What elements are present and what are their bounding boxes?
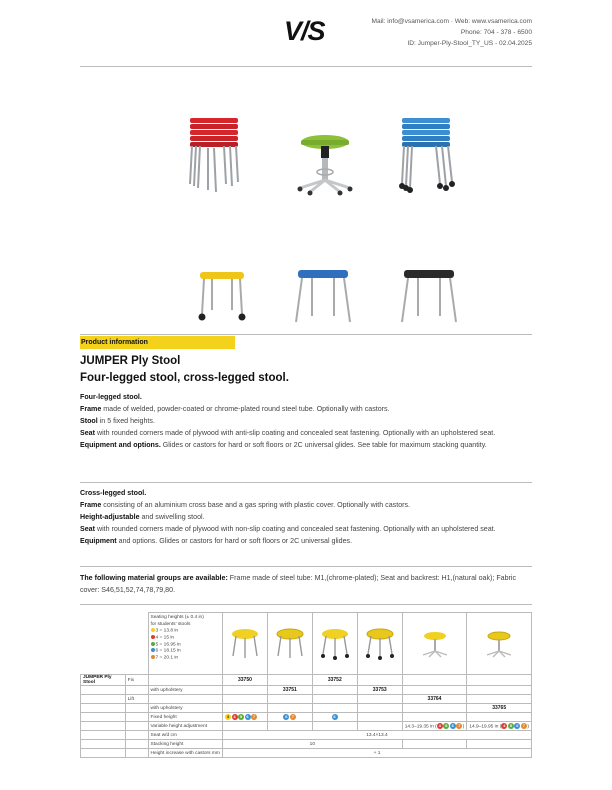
images-divider [80,334,532,335]
table-row [81,704,532,713]
green-swivel-stool-image [298,135,353,196]
seat-text: with rounded corners made of plywood with anti-slip coating and concealed seat fastening. Optionally with an upholstered seat. [94,429,496,437]
equipment-text: Glides or castors for hard or soft floors or 2C universal glides. See table for maximum stacking quantity. [160,441,487,449]
contact-line-phone: Phone: 704 - 378 - 6500 [460,29,532,36]
table-row [81,675,532,686]
table-row [81,749,532,758]
code-33751: 33751 [267,686,312,695]
seat-wd-value: 13.4×13.4 [223,731,532,740]
stool-thumb-33753 [357,613,402,675]
seat-label: Seat [80,429,95,437]
frame-label: Frame [80,405,102,413]
code-33764: 33764 [402,695,467,704]
height-increase-label: Height increase with castors mm [148,749,222,758]
table-header-row [81,613,532,675]
product-name-cell: JUMPER Ply Stool [81,675,126,686]
four-legged-section [80,391,532,451]
code-33765: 33765 [467,704,532,713]
materials-label: The following material groups are available: [80,574,228,582]
header-divider [80,66,532,67]
stool-thumb-33764 [402,613,467,675]
height-adjustable-label: Height-adjustable [80,513,140,521]
cross-equipment-text: and options. Glides or castors for hard or soft floors or 2C universal glides. [116,537,353,545]
fixed-height-dots-33751: 6 7 [267,713,312,722]
code-33752: 33752 [312,675,357,686]
fixed-height-dots-33752: 6 [312,713,357,722]
legend-title-1: Seating heights (± 0.4 in) [150,615,204,620]
section-divider-3 [80,604,532,605]
legend-item: 5 = 16.95 in [151,642,220,649]
yellow-stool-castors-image [199,272,246,321]
row-with-upholstery-label: with upholstery [148,686,222,695]
contact-block [372,16,532,49]
height-adjustable-text: and swivelling stool. [139,513,205,521]
seating-height-legend [148,613,222,675]
stool-thumb-33765 [467,613,532,675]
black-four-legged-stool-image [402,270,456,322]
product-images [150,100,480,330]
section-divider-2 [80,566,532,567]
height-increase-value: + 1 [223,749,532,758]
red-stacked-stools-image [190,118,238,192]
yellow-stool-upholstery-castors-icon [362,626,398,660]
table-row [81,731,532,740]
contact-line-id: ID: Jumper-Ply-Stool_TY_US - 02.04.2025 [407,40,532,47]
four-legged-heading: Four-legged stool. [80,393,142,401]
equipment-label: Equipment and options. [80,441,161,449]
stacking-height-label: Stacking height [148,740,222,749]
cross-frame-label: Frame [80,501,102,509]
stacking-height-value: 10 [223,740,403,749]
stool-label: Stool [80,417,98,425]
product-title: JUMPER Ply Stool [80,355,181,367]
variable-height-33765: 14.9–19.95 in ( 4 5 6 7 ) [467,722,532,731]
fixed-height-label: Fixed height [148,713,222,722]
yellow-stool-icon [227,626,263,660]
cross-frame-text: consisting of an aluminium cross base and a gas spring with plastic cover. Optionally with castors. [101,501,411,509]
seat-wd-label: Seat w/d cm [148,731,222,740]
fixed-height-dots-33750: 3 4 5 6 7 [223,713,268,722]
yellow-swivel-stool-upholstery-icon [481,626,517,660]
stool-thumb-33750 [223,613,268,675]
contact-line-mail-web: Mail: info@vsamerica.com · Web: www.vsamerica.com [371,18,532,25]
table-row [81,740,532,749]
stool-thumb-33752 [312,613,357,675]
cross-legged-section [80,487,532,547]
code-33753: 33753 [357,686,402,695]
code-33750: 33750 [223,675,268,686]
table-row [81,686,532,695]
table-row [81,695,532,704]
vs-logo: V/S [284,16,325,46]
cross-seat-text: with rounded corners made of plywood with non-slip coating and concealed seat fastening. Optionally with an upholstered seat. [94,525,496,533]
table-row [81,713,532,722]
yellow-swivel-stool-icon [417,626,453,660]
stool-text: in 5 fixed heights. [97,417,155,425]
section-divider-1 [80,482,532,483]
stool-thumb-33751 [267,613,312,675]
legend-title-2: for students' stools [150,621,191,627]
legend-item: 7 = 20.1 in [151,655,220,662]
product-variants-table [80,612,532,758]
product-subtitle: Four-legged stool, cross-legged stool. [80,372,289,384]
legend-item: 4 = 15 in [151,635,220,642]
legend-item: 3 = 13.8 in [151,628,220,635]
blue-stacked-stools-image [399,118,455,193]
cross-equipment-label: Equipment [80,537,117,545]
row-lift-label: Lift [125,695,148,704]
legend-item: 6 = 18.15 in [151,648,220,655]
frame-text: made of welded, powder-coated or chrome-plated round steel tube. Optionally with castors. [101,405,390,413]
blue-four-legged-stool-image [296,270,350,322]
cross-legged-heading: Cross-legged stool. [80,489,147,497]
row-fix-label: Fix [125,675,148,686]
row-with-upholstery2-label: with upholstery [148,704,222,713]
yellow-stool-upholstery-icon [272,626,308,660]
cross-seat-label: Seat [80,525,95,533]
variable-height-33764: 14.3–19.35 in ( 4 5 6 7 ) [402,722,467,731]
yellow-stool-castors-icon [317,626,353,660]
materials-section [80,572,532,596]
table-row [81,722,532,731]
materials-text: Frame made of steel tube: M1,(chrome-plated); Seat and backrest: H1,(natural oak); Fabric cover: S46,51,52,74,78,79,80. [80,574,517,594]
product-info-badge: Product information [80,336,235,349]
variable-height-label: Variable height adjustment [148,722,222,731]
